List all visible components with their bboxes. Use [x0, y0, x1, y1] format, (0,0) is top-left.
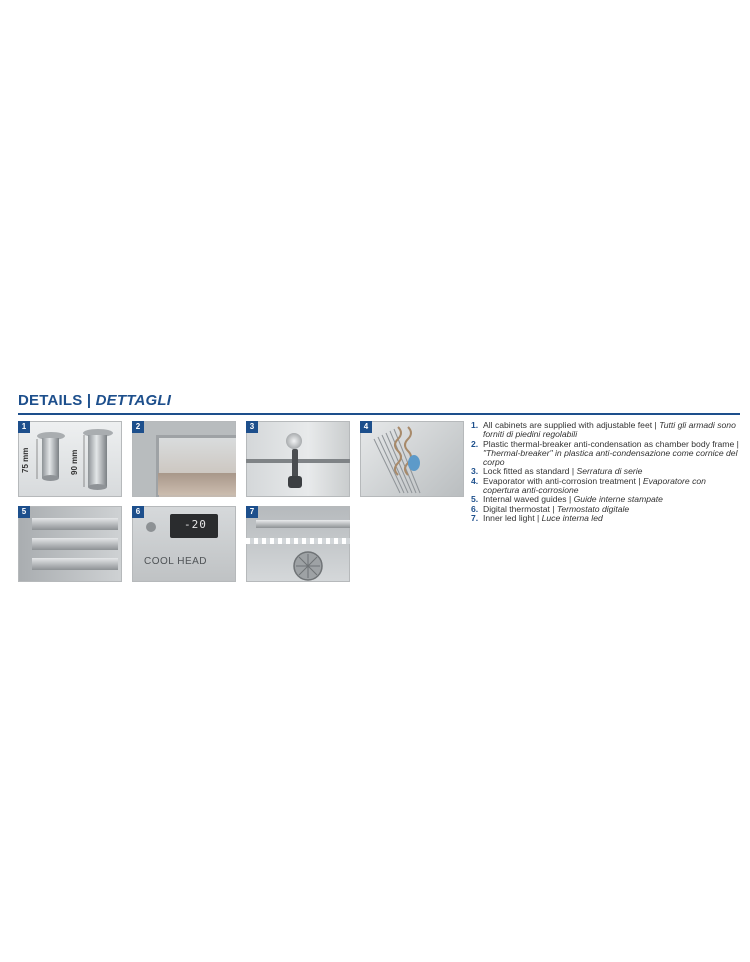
feature-item [471, 477, 741, 496]
photo-lock [246, 421, 350, 497]
feature-number: 7. [471, 512, 479, 523]
feature-text-italian: Luce interna led [541, 512, 603, 523]
thermostat-display: -20 [184, 518, 207, 531]
feature-text-italian: "Thermal-breaker" in plastica anti-condensazione come cornice del corpo [483, 447, 738, 468]
feature-text-italian: Evaporatore con copertura anti-corrosione [483, 475, 706, 496]
lock-cylinder [286, 433, 302, 449]
photo-badge: 2 [132, 421, 144, 433]
photo-badge: 7 [246, 506, 258, 518]
feature-text: Digital thermostat | [483, 503, 555, 514]
guide-rail [32, 538, 118, 550]
evaporator-fins [360, 421, 464, 497]
photo-led-light [246, 506, 350, 582]
brand-logo-text: COOL HEAD [144, 556, 208, 567]
feature-number: 6. [471, 503, 479, 514]
details-section [18, 390, 740, 567]
fan-icon [246, 506, 350, 582]
photo-adjustable-feet [18, 421, 122, 497]
feature-number: 5. [471, 494, 479, 505]
feature-text: All cabinets are supplied with adjustable feet | [483, 420, 657, 430]
feature-text-italian: Tutti gli armadi sono forniti di piedini regolabili [483, 420, 736, 440]
photo-evaporator [360, 421, 464, 497]
heading-main: DETAILS | [18, 392, 92, 409]
photo-badge: 6 [132, 506, 144, 518]
heading-italic: DETTAGLI [95, 392, 172, 409]
heading-divider [18, 413, 740, 415]
feature-item [471, 440, 741, 468]
photo-badge: 4 [360, 421, 372, 433]
dimension-label-90: 90 mm [70, 449, 79, 475]
photo-badge: 1 [18, 421, 30, 433]
feature-text: Internal waved guides | [483, 494, 572, 505]
photo-digital-thermostat [132, 506, 236, 582]
photo-badge: 5 [18, 506, 30, 518]
feature-item [471, 421, 741, 440]
feature-text: Plastic thermal-breaker anti-condensation as chamber body frame | [483, 438, 739, 449]
feature-text-italian: Serratura di serie [576, 466, 643, 477]
feature-text-italian: Guide interne stampate [573, 494, 663, 505]
frame-shelf [158, 473, 236, 495]
key-head [288, 476, 302, 488]
photo-thermal-breaker-frame [132, 421, 236, 497]
power-switch [146, 522, 156, 532]
feature-text: Lock fitted as standard | [483, 466, 575, 477]
photo-badge: 3 [246, 421, 258, 433]
section-heading [18, 390, 740, 412]
door-gap-line [246, 459, 350, 463]
feature-number: 3. [471, 466, 479, 477]
feature-text: Inner led light | [483, 512, 540, 523]
photo-waved-guides [18, 506, 122, 582]
feature-number: 4. [471, 475, 479, 486]
feature-list [471, 421, 741, 523]
guide-rail [32, 518, 118, 530]
feature-number: 1. [471, 420, 479, 430]
feature-number: 2. [471, 438, 479, 449]
dimension-label-75: 75 mm [21, 447, 30, 473]
guide-rail [32, 558, 118, 570]
feature-item [471, 514, 741, 523]
feature-text-italian: Termostato digitale [556, 503, 630, 514]
feature-text: Evaporator with anti-corrosion treatment | [483, 475, 641, 486]
